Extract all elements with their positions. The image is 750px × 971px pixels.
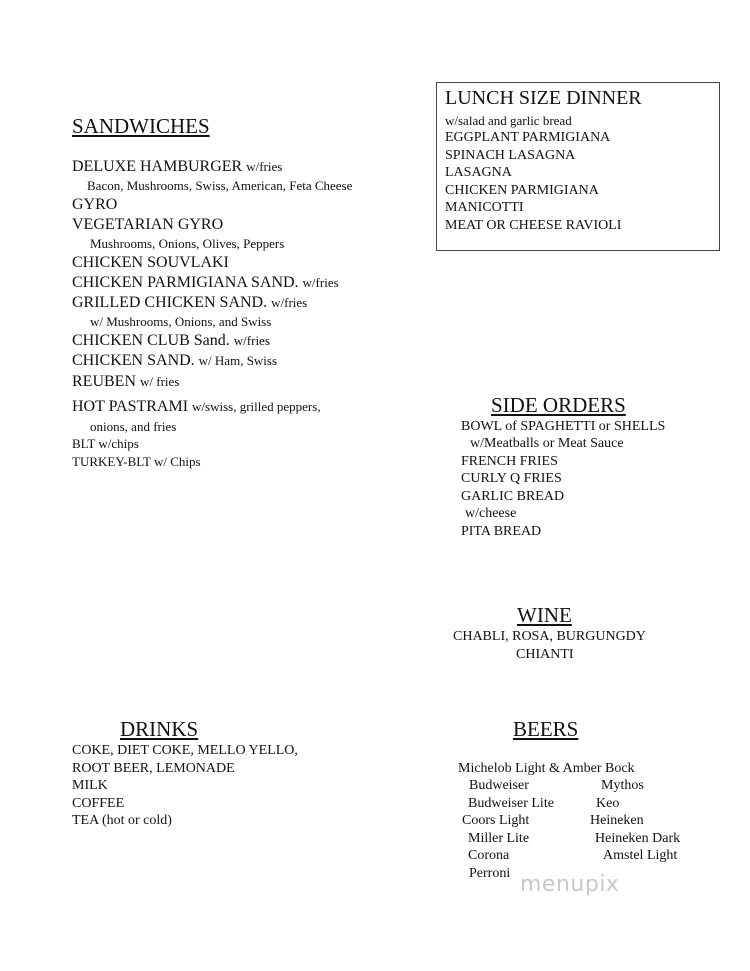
wine-item: CHIANTI [516, 647, 574, 662]
drink-item: COKE, DIET COKE, MELLO YELLO, [72, 743, 298, 758]
sandwich-desc: w/ Mushrooms, Onions, and Swiss [90, 314, 272, 329]
beer-item: Corona [468, 848, 510, 863]
side-item: PITA BREAD [461, 524, 542, 539]
drink-item: ROOT BEER, LEMONADE [72, 761, 235, 776]
beers-title: BEERS [513, 717, 579, 741]
beer-item: Keo [596, 796, 620, 811]
beer-item: Amstel Light [603, 848, 678, 863]
sandwich-item: TURKEY-BLT w/ Chips [72, 454, 201, 469]
sandwiches-title: SANDWICHES [72, 114, 210, 138]
sandwich-item: CHICKEN SOUVLAKI [72, 254, 229, 271]
sandwich-item: VEGETARIAN GYRO [72, 216, 224, 233]
drinks-title: DRINKS [120, 717, 199, 741]
wine-item: CHABLI, ROSA, BURGUNGDY [453, 629, 646, 644]
side-item: FRENCH FRIES [461, 454, 558, 469]
drink-item: COFFEE [72, 796, 125, 811]
drink-item: MILK [72, 778, 108, 793]
lunch-title: LUNCH SIZE DINNER [445, 87, 642, 109]
sandwich-item: HOT PASTRAMI w/swiss, grilled peppers, [72, 398, 321, 415]
beer-item: Perroni [469, 866, 511, 881]
side-item: BOWL of SPAGHETTI or SHELLS [461, 419, 666, 434]
sandwich-desc: Mushrooms, Onions, Olives, Peppers [90, 236, 285, 251]
sandwich-item: REUBEN w/ fries [72, 373, 180, 390]
beer-item: Mythos [601, 778, 644, 793]
beer-item: Coors Light [462, 813, 530, 828]
sandwich-item: GYRO [72, 196, 118, 213]
beer-item: Budweiser Lite [468, 796, 554, 811]
beer-item: Heineken Dark [595, 831, 681, 846]
sandwich-item: CHICKEN SAND. w/ Ham, Swiss [72, 352, 278, 369]
sandwich-desc: onions, and fries [90, 419, 177, 434]
side-item: CURLY Q FRIES [461, 471, 562, 486]
lunch-item: SPINACH LASAGNA [445, 148, 576, 163]
beer-item: Heineken [590, 813, 644, 828]
lunch-item: EGGPLANT PARMIGIANA [445, 130, 611, 145]
lunch-item: MANICOTTI [445, 200, 524, 215]
lunch-subtitle: w/salad and garlic bread [445, 113, 572, 128]
sandwich-item: DELUXE HAMBURGER w/fries [72, 158, 283, 175]
lunch-item: MEAT OR CHEESE RAVIOLI [445, 218, 622, 233]
sides-title: SIDE ORDERS [491, 393, 626, 417]
lunch-item: LASAGNA [445, 165, 512, 180]
side-item: GARLIC BREAD [461, 489, 565, 504]
wine-title: WINE [517, 603, 572, 627]
drink-item: TEA (hot or cold) [72, 813, 172, 828]
beer-item: Michelob Light & Amber Bock [458, 761, 635, 776]
side-desc: w/Meatballs or Meat Sauce [470, 436, 624, 451]
sandwich-item: GRILLED CHICKEN SAND. w/fries [72, 294, 308, 311]
watermark-logo: menupix [520, 872, 620, 897]
sandwich-desc: Bacon, Mushrooms, Swiss, American, Feta Cheese [87, 178, 353, 193]
side-desc: w/cheese [465, 506, 517, 521]
sandwich-item: BLT w/chips [72, 436, 139, 451]
beer-item: Budweiser [469, 778, 529, 793]
beer-item: Miller Lite [468, 831, 530, 846]
lunch-item: CHICKEN PARMIGIANA [445, 183, 599, 198]
sandwich-item: CHICKEN CLUB Sand. w/fries [72, 332, 270, 349]
sandwich-item: CHICKEN PARMIGIANA SAND. w/fries [72, 274, 339, 291]
